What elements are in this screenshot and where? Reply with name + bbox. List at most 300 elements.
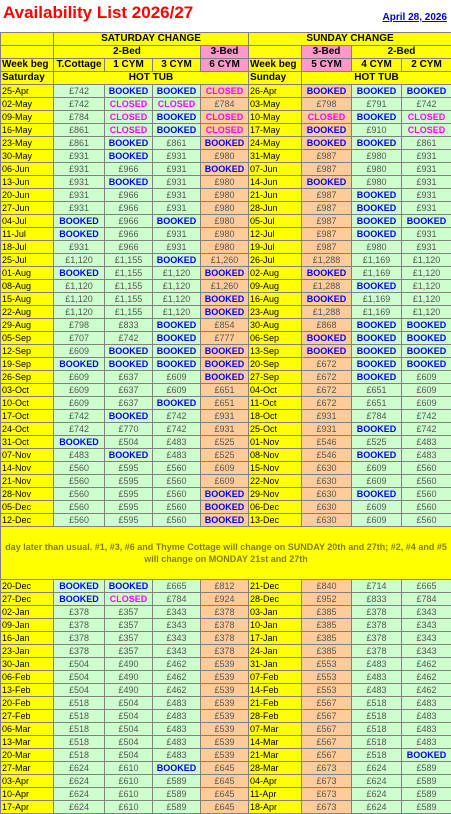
week-date-cell: 18-Oct [249, 410, 302, 423]
availability-cell: BOOKED [54, 267, 105, 280]
week-date-cell: 01-Aug [1, 267, 54, 280]
availability-cell: £343 [402, 632, 451, 645]
availability-cell: £546 [302, 436, 352, 449]
availability-cell: £742 [105, 332, 153, 345]
table-row [1, 293, 451, 306]
availability-cell: £987 [302, 189, 352, 202]
availability-cell: £357 [105, 632, 153, 645]
availability-cell: £483 [153, 697, 201, 710]
corner-cell [1, 33, 54, 46]
availability-cell: £357 [105, 606, 153, 619]
availability-cell: £539 [201, 697, 249, 710]
availability-cell: £1,120 [54, 280, 105, 293]
availability-cell: £861 [402, 137, 451, 150]
table-row [1, 267, 451, 280]
availability-cell: BOOKED [352, 202, 402, 215]
availability-cell: BOOKED [302, 137, 352, 150]
availability-cell: £609 [201, 462, 249, 475]
availability-cell: BOOKED [54, 358, 105, 371]
availability-cell: BOOKED [302, 176, 352, 189]
availability-cell: BOOKED [302, 345, 352, 358]
availability-cell: £672 [302, 384, 352, 397]
availability-cell: £525 [352, 436, 402, 449]
week-date-cell: 27-Sep [249, 371, 302, 384]
availability-cell: £483 [402, 697, 451, 710]
availability-cell: £931 [402, 150, 451, 163]
availability-cell: BOOKED [105, 580, 153, 593]
availability-cell: £518 [54, 723, 105, 736]
availability-cell: BOOKED [153, 215, 201, 228]
table-row [1, 358, 451, 371]
week-beg-header: Week beg [1, 59, 54, 72]
availability-cell: BOOKED [352, 215, 402, 228]
availability-cell: BOOKED [352, 488, 402, 501]
availability-cell: £385 [302, 645, 352, 658]
week-date-cell: 28-Dec [249, 593, 302, 606]
availability-cell: £861 [54, 137, 105, 150]
week-date-cell: 28-Jun [249, 202, 302, 215]
availability-cell: £854 [201, 319, 249, 332]
week-date-cell: 07-Feb [249, 671, 302, 684]
availability-cell: £980 [352, 163, 402, 176]
availability-cell: £931 [153, 150, 201, 163]
availability-cell: £518 [352, 749, 402, 762]
availability-cell: £980 [201, 150, 249, 163]
week-date-cell: 13-Jun [1, 176, 54, 189]
availability-cell: £1,120 [153, 306, 201, 319]
week-date-cell: 20-Mar [1, 749, 54, 762]
availability-cell: £931 [54, 163, 105, 176]
availability-cell: £1,288 [302, 280, 352, 293]
table-row [1, 306, 451, 319]
availability-cell: £931 [402, 176, 451, 189]
availability-cell: £343 [153, 632, 201, 645]
availability-cell: BOOKED [201, 267, 249, 280]
availability-cell: £560 [54, 514, 105, 527]
week-date-cell: 14-Jun [249, 176, 302, 189]
availability-cell: £931 [201, 423, 249, 436]
availability-cell: £931 [153, 163, 201, 176]
availability-cell: £518 [54, 710, 105, 723]
availability-cell: £673 [302, 788, 352, 801]
table-row [1, 788, 451, 801]
availability-cell: £784 [153, 593, 201, 606]
availability-cell: £609 [153, 384, 201, 397]
availability-cell: £980 [201, 202, 249, 215]
availability-cell: BOOKED [105, 358, 153, 371]
availability-cell: £609 [153, 371, 201, 384]
availability-cell: £931 [402, 163, 451, 176]
availability-cell: CLOSED [105, 593, 153, 606]
availability-cell: £673 [302, 801, 352, 814]
availability-cell: £483 [402, 436, 451, 449]
blank-cell [1, 46, 54, 59]
availability-cell: £560 [402, 475, 451, 488]
availability-cell: £483 [153, 749, 201, 762]
sheet-header [0, 0, 451, 32]
availability-cell: £343 [153, 645, 201, 658]
availability-cell: £560 [153, 514, 201, 527]
week-date-cell: 06-Dec [249, 501, 302, 514]
availability-cell: £1,260 [201, 280, 249, 293]
week-date-cell: 14-Nov [1, 462, 54, 475]
week-date-cell: 21-Nov [1, 475, 54, 488]
availability-cell: £742 [402, 98, 451, 111]
week-date-cell: 30-Jan [1, 658, 54, 671]
availability-cell: £931 [54, 176, 105, 189]
availability-cell: £385 [302, 606, 352, 619]
availability-cell: £609 [54, 397, 105, 410]
availability-cell: £343 [402, 645, 451, 658]
availability-cell: £518 [54, 697, 105, 710]
availability-cell: £483 [153, 449, 201, 462]
availability-cell: £784 [54, 111, 105, 124]
availability-cell: £357 [105, 645, 153, 658]
availability-cell: BOOKED [402, 749, 451, 762]
availability-cell: CLOSED [105, 124, 153, 137]
week-date-cell: 13-Feb [1, 684, 54, 697]
availability-cell: CLOSED [201, 111, 249, 124]
saturday-header: Saturday [1, 72, 54, 85]
availability-cell: £589 [402, 762, 451, 775]
table-row [1, 345, 451, 358]
availability-cell: BOOKED [402, 215, 451, 228]
availability-cell: £966 [105, 228, 153, 241]
week-date-cell: 27-Jun [1, 202, 54, 215]
table-row [1, 241, 451, 254]
availability-cell: £539 [201, 658, 249, 671]
availability-cell: £966 [105, 215, 153, 228]
availability-cell: £589 [153, 775, 201, 788]
table-row [1, 124, 451, 137]
table-row [1, 488, 451, 501]
table-row [1, 397, 451, 410]
availability-cell: BOOKED [54, 228, 105, 241]
table-row [1, 98, 451, 111]
availability-cell: £490 [105, 684, 153, 697]
availability-cell: BOOKED [352, 280, 402, 293]
availability-cell: £539 [201, 710, 249, 723]
cym1-header: 1 CYM [105, 59, 153, 72]
two-bed-header-sunday: 2-Bed [352, 46, 451, 59]
availability-cell: £931 [402, 228, 451, 241]
availability-cell: £378 [201, 645, 249, 658]
availability-cell: BOOKED [153, 254, 201, 267]
availability-cell: £378 [54, 606, 105, 619]
availability-cell: CLOSED [302, 111, 352, 124]
availability-cell: £504 [105, 749, 153, 762]
week-date-cell: 22-Nov [249, 475, 302, 488]
availability-cell: £924 [201, 593, 249, 606]
availability-cell: £1,155 [105, 267, 153, 280]
table-row [1, 619, 451, 632]
availability-cell: BOOKED [153, 358, 201, 371]
availability-cell: BOOKED [153, 319, 201, 332]
cym3-header: 3 CYM [153, 59, 201, 72]
week-date-cell: 17-Oct [1, 410, 54, 423]
week-date-cell: 11-Apr [249, 788, 302, 801]
availability-cell: £553 [302, 671, 352, 684]
cym4-header: 4 CYM [352, 59, 402, 72]
availability-cell: £798 [54, 319, 105, 332]
availability-cell: BOOKED [201, 163, 249, 176]
availability-cell: £624 [54, 762, 105, 775]
availability-cell: £742 [54, 410, 105, 423]
availability-cell: BOOKED [352, 137, 402, 150]
availability-cell: £980 [201, 189, 249, 202]
availability-cell: £589 [402, 801, 451, 814]
availability-cell: BOOKED [105, 410, 153, 423]
availability-cell: £651 [352, 384, 402, 397]
table-row [1, 697, 451, 710]
availability-cell: £624 [54, 801, 105, 814]
availability-cell: £483 [402, 710, 451, 723]
availability-cell: £378 [352, 645, 402, 658]
availability-cell: CLOSED [105, 98, 153, 111]
availability-cell: £624 [352, 788, 402, 801]
availability-cell: BOOKED [105, 176, 153, 189]
availability-cell: £742 [54, 423, 105, 436]
availability-cell: £483 [54, 449, 105, 462]
table-row [1, 150, 451, 163]
availability-cell: £595 [105, 514, 153, 527]
availability-cell: £560 [54, 462, 105, 475]
availability-cell: £483 [402, 449, 451, 462]
availability-cell: £645 [201, 788, 249, 801]
table-row [1, 280, 451, 293]
table-row [1, 85, 451, 98]
availability-cell: £931 [153, 202, 201, 215]
availability-cell: £518 [54, 749, 105, 762]
availability-cell: £504 [54, 671, 105, 684]
date-link[interactable]: April 28, 2026 [383, 12, 447, 23]
week-date-cell: 23-May [1, 137, 54, 150]
availability-cell: BOOKED [352, 319, 402, 332]
availability-cell: £833 [352, 593, 402, 606]
availability-cell: £567 [302, 723, 352, 736]
week-date-cell: 13-Dec [249, 514, 302, 527]
availability-cell: £630 [302, 501, 352, 514]
availability-cell: £798 [302, 98, 352, 111]
availability-cell: BOOKED [302, 85, 352, 98]
availability-cell: £966 [105, 189, 153, 202]
availability-cell: £567 [302, 710, 352, 723]
availability-cell: £1,169 [352, 267, 402, 280]
table-row [1, 423, 451, 436]
availability-cell: BOOKED [201, 488, 249, 501]
availability-cell: BOOKED [201, 306, 249, 319]
week-date-cell: 03-Oct [1, 384, 54, 397]
week-date-cell: 15-Nov [249, 462, 302, 475]
availability-cell: BOOKED [302, 332, 352, 345]
week-date-cell: 16-May [1, 124, 54, 137]
availability-cell: £1,120 [153, 293, 201, 306]
availability-cell: BOOKED [352, 423, 402, 436]
availability-cell: £1,169 [352, 293, 402, 306]
table-row [1, 671, 451, 684]
availability-cell: £1,155 [105, 280, 153, 293]
availability-table [0, 32, 451, 814]
week-date-cell: 26-Jul [249, 254, 302, 267]
availability-cell: £609 [352, 475, 402, 488]
availability-cell: BOOKED [201, 501, 249, 514]
availability-cell: £1,288 [302, 306, 352, 319]
availability-cell: BOOKED [302, 124, 352, 137]
availability-cell: £931 [153, 189, 201, 202]
table-row [1, 801, 451, 814]
availability-cell: BOOKED [352, 189, 402, 202]
availability-cell: BOOKED [402, 85, 451, 98]
availability-cell: £665 [153, 580, 201, 593]
week-date-cell: 27-Mar [1, 762, 54, 775]
week-date-cell: 30-May [1, 150, 54, 163]
availability-cell: BOOKED [153, 111, 201, 124]
availability-cell: £609 [402, 397, 451, 410]
week-date-cell: 21-Jun [249, 189, 302, 202]
availability-cell: £645 [201, 775, 249, 788]
week-date-cell: 19-Jul [249, 241, 302, 254]
availability-cell: £462 [153, 671, 201, 684]
availability-cell: BOOKED [352, 449, 402, 462]
availability-cell: £1,155 [105, 254, 153, 267]
availability-cell: £624 [54, 788, 105, 801]
availability-cell: £483 [402, 723, 451, 736]
availability-cell: £553 [302, 684, 352, 697]
availability-cell: BOOKED [153, 345, 201, 358]
availability-cell: £1,120 [153, 267, 201, 280]
availability-cell: £987 [302, 163, 352, 176]
availability-cell: £645 [201, 762, 249, 775]
availability-cell: £630 [302, 462, 352, 475]
availability-cell: £483 [153, 436, 201, 449]
table-row [1, 462, 451, 475]
availability-cell: £672 [302, 371, 352, 384]
availability-cell: £861 [54, 124, 105, 137]
availability-cell: £980 [201, 241, 249, 254]
availability-cell: £630 [302, 514, 352, 527]
tcottage-header: T.Cottage [54, 59, 105, 72]
table-row [1, 319, 451, 332]
availability-cell: £1,155 [105, 293, 153, 306]
table-row [1, 254, 451, 267]
availability-cell: BOOKED [54, 436, 105, 449]
hot-tub-header-saturday: HOT TUB [54, 72, 249, 85]
week-date-cell: 31-May [249, 150, 302, 163]
availability-cell: £610 [105, 775, 153, 788]
availability-cell: £567 [302, 736, 352, 749]
week-date-cell: 21-Feb [249, 697, 302, 710]
rows-winter [1, 580, 451, 814]
availability-cell: £595 [105, 462, 153, 475]
week-date-cell: 21-Dec [249, 580, 302, 593]
availability-cell: £966 [105, 163, 153, 176]
availability-cell: £567 [302, 749, 352, 762]
week-date-cell: 10-May [249, 111, 302, 124]
week-date-cell: 25-Jul [1, 254, 54, 267]
availability-cell: £610 [105, 762, 153, 775]
availability-cell: £378 [54, 632, 105, 645]
availability-cell: £343 [153, 619, 201, 632]
week-date-cell: 26-Sep [1, 371, 54, 384]
availability-cell: BOOKED [402, 319, 451, 332]
week-date-cell: 20-Sep [249, 358, 302, 371]
availability-cell: £637 [105, 397, 153, 410]
week-date-cell: 08-Aug [1, 280, 54, 293]
week-date-cell: 24-Jan [249, 645, 302, 658]
availability-cell: CLOSED [402, 111, 451, 124]
table-row [1, 436, 451, 449]
availability-cell: BOOKED [105, 137, 153, 150]
availability-cell: BOOKED [302, 293, 352, 306]
availability-cell: £504 [54, 684, 105, 697]
week-date-cell: 29-Nov [249, 488, 302, 501]
note-section [1, 527, 451, 580]
availability-cell: £518 [352, 736, 402, 749]
availability-cell: £546 [302, 449, 352, 462]
availability-cell: £462 [153, 658, 201, 671]
week-date-cell: 20-Feb [1, 697, 54, 710]
availability-cell: £742 [153, 410, 201, 423]
availability-cell: BOOKED [201, 358, 249, 371]
week-date-cell: 24-May [249, 137, 302, 150]
availability-cell: £1,120 [402, 254, 451, 267]
availability-cell: £609 [54, 371, 105, 384]
table-row [1, 384, 451, 397]
week-date-cell: 27-Dec [1, 593, 54, 606]
week-date-cell: 13-Sep [249, 345, 302, 358]
availability-cell: £791 [352, 98, 402, 111]
week-date-cell: 07-Jun [249, 163, 302, 176]
week-date-cell: 04-Oct [249, 384, 302, 397]
availability-cell: £560 [153, 488, 201, 501]
availability-cell: CLOSED [201, 124, 249, 137]
table-row [1, 137, 451, 150]
availability-cell: £673 [302, 762, 352, 775]
availability-cell: £987 [302, 228, 352, 241]
availability-cell: £784 [352, 410, 402, 423]
availability-cell: £1,155 [105, 306, 153, 319]
availability-cell: £987 [302, 202, 352, 215]
availability-cell: £931 [153, 228, 201, 241]
availability-cell: £1,120 [54, 293, 105, 306]
week-date-cell: 07-Nov [1, 449, 54, 462]
availability-cell: £462 [402, 658, 451, 671]
availability-cell: £861 [153, 137, 201, 150]
availability-cell: £343 [153, 606, 201, 619]
availability-cell: £609 [352, 514, 402, 527]
availability-cell: £931 [153, 176, 201, 189]
table-row [1, 228, 451, 241]
table-row [1, 736, 451, 749]
table-row [1, 762, 451, 775]
week-date-cell: 05-Jul [249, 215, 302, 228]
week-date-cell: 04-Jul [1, 215, 54, 228]
availability-cell: BOOKED [402, 345, 451, 358]
availability-cell: £504 [105, 736, 153, 749]
table-row [1, 371, 451, 384]
three-bed-header-saturday: 3-Bed [201, 46, 249, 59]
availability-cell: £504 [105, 710, 153, 723]
table-row [1, 163, 451, 176]
availability-cell: £343 [402, 606, 451, 619]
availability-cell: BOOKED [352, 371, 402, 384]
availability-cell: £1,120 [54, 254, 105, 267]
availability-cell: £931 [54, 202, 105, 215]
availability-cell: £987 [302, 150, 352, 163]
availability-cell: £1,120 [402, 306, 451, 319]
availability-cell: £483 [153, 710, 201, 723]
availability-cell: £609 [402, 384, 451, 397]
